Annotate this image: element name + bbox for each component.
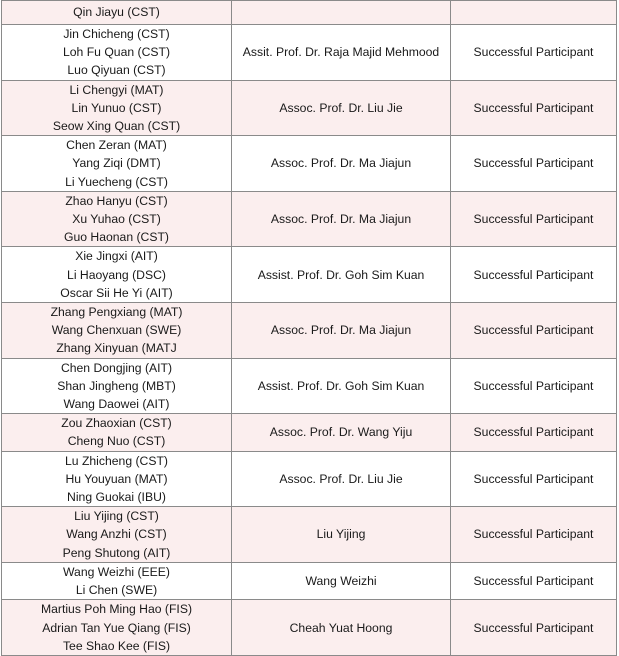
participant-name: Wang Weizhi (EEE) (62, 564, 170, 579)
participants-table (1, 0, 617, 656)
supervisor-cell: Assoc. Prof. Dr. Wang Yiju (232, 414, 451, 451)
result-cell: Successful Participant (451, 247, 617, 303)
participant-name: Cheng Nuo (CST) (67, 434, 166, 449)
participant-name: Wang Daowei (AIT) (63, 397, 170, 412)
result-cell: Successful Participant (451, 562, 617, 599)
participant-names-cell (2, 303, 232, 359)
participant-names-cell (2, 358, 232, 414)
result-cell: Successful Participant (451, 358, 617, 414)
participant-name: Li Haoyang (DSC) (67, 267, 166, 282)
participant-name: Zhang Pengxiang (MAT) (50, 305, 183, 320)
participant-name: Guo Haonan (CST) (64, 230, 169, 245)
supervisor-cell: Assist. Prof. Dr. Goh Sim Kuan (232, 358, 451, 414)
supervisor-cell: Assit. Prof. Dr. Raja Majid Mehmood (232, 25, 451, 81)
table-row (2, 136, 617, 192)
participant-name: Hu Youyuan (MAT) (65, 471, 168, 486)
result-cell: Successful Participant (451, 136, 617, 192)
table-row (2, 1, 617, 25)
supervisor-cell: Assoc. Prof. Dr. Liu Jie (232, 451, 451, 507)
participant-name: Wang Chenxuan (SWE) (51, 323, 182, 338)
supervisor-cell: Assist. Prof. Dr. Goh Sim Kuan (232, 247, 451, 303)
participant-name: Li Chengyi (MAT) (69, 82, 164, 97)
table-row (2, 191, 617, 247)
participant-name: Oscar Sii He Yi (AIT) (60, 285, 173, 300)
table-row (2, 600, 617, 656)
participant-name: Yang Ziqi (DMT) (72, 156, 161, 171)
table-row (2, 247, 617, 303)
supervisor-cell (232, 1, 451, 25)
participant-name: Jin Chicheng (CST) (63, 27, 170, 41)
result-cell: Successful Participant (451, 414, 617, 451)
result-cell: Successful Participant (451, 507, 617, 563)
participant-name: Li Chen (SWE) (75, 583, 158, 598)
participant-name: Qin Jiayu (CST) (73, 5, 160, 20)
participant-name: Xu Yuhao (CST) (72, 212, 161, 227)
participant-names-cell (2, 247, 232, 303)
table-row (2, 80, 617, 136)
result-cell: Successful Participant (451, 303, 617, 359)
participant-name: Luo Qiyuan (CST) (67, 63, 166, 78)
participant-name: Zhao Hanyu (CST) (65, 193, 168, 208)
table-row (2, 451, 617, 507)
participant-name: Liu Yijing (CST) (74, 509, 159, 524)
result-cell: Successful Participant (451, 80, 617, 136)
participant-name: Chen Dongjing (AIT) (60, 360, 173, 375)
supervisor-cell: Liu Yijing (232, 507, 451, 563)
table-row (2, 414, 617, 451)
participant-names-cell (2, 507, 232, 563)
participant-names-cell (2, 25, 232, 81)
participants-table-body (2, 1, 617, 656)
participant-name: Chen Zeran (MAT) (66, 138, 167, 153)
participant-names-cell (2, 414, 232, 451)
participant-name: Peng Shutong (AIT) (62, 545, 171, 560)
table-row (2, 303, 617, 359)
participant-name: Loh Fu Quan (CST) (62, 45, 171, 60)
table-row (2, 25, 617, 81)
result-cell: Successful Participant (451, 600, 617, 656)
table-row (2, 507, 617, 563)
supervisor-cell: Assoc. Prof. Dr. Ma Jiajun (232, 136, 451, 192)
participant-name: Xie Jingxi (AIT) (75, 249, 158, 264)
participant-name: Martius Poh Ming Hao (FIS) (40, 602, 193, 617)
result-cell: Successful Participant (451, 191, 617, 247)
result-cell: Successful Participant (451, 451, 617, 507)
participant-names-cell (2, 80, 232, 136)
participant-name: Zou Zhaoxian (CST) (61, 416, 172, 431)
participant-name: Zhang Xinyuan (MATJ (56, 341, 177, 356)
supervisor-cell: Cheah Yuat Hoong (232, 600, 451, 656)
participant-name: Ning Guokai (IBU) (67, 490, 166, 505)
participant-name: Lin Yunuo (CST) (71, 100, 162, 115)
participant-names-cell (2, 600, 232, 656)
table-row (2, 562, 617, 599)
participant-name: Lu Zhicheng (CST) (65, 453, 168, 468)
supervisor-cell: Assoc. Prof. Dr. Liu Jie (232, 80, 451, 136)
participant-name: Seow Xing Quan (CST) (52, 119, 181, 134)
participant-names-cell (2, 451, 232, 507)
participant-name: Tee Shao Kee (FIS) (62, 638, 171, 653)
participant-names-cell (2, 136, 232, 192)
participant-name: Shan Jingheng (MBT) (57, 378, 176, 393)
result-cell: Successful Participant (451, 25, 617, 81)
participant-names-cell (2, 562, 232, 599)
supervisor-cell: Assoc. Prof. Dr. Ma Jiajun (232, 191, 451, 247)
supervisor-cell: Assoc. Prof. Dr. Ma Jiajun (232, 303, 451, 359)
supervisor-cell: Wang Weizhi (232, 562, 451, 599)
participant-name: Li Yuecheng (CST) (65, 174, 168, 189)
participant-name: Adrian Tan Yue Qiang (FIS) (42, 620, 191, 635)
result-cell (451, 1, 617, 25)
participant-names-cell (2, 191, 232, 247)
participant-name: Wang Anzhi (CST) (66, 527, 167, 542)
participant-names-cell (2, 1, 232, 25)
table-row (2, 358, 617, 414)
